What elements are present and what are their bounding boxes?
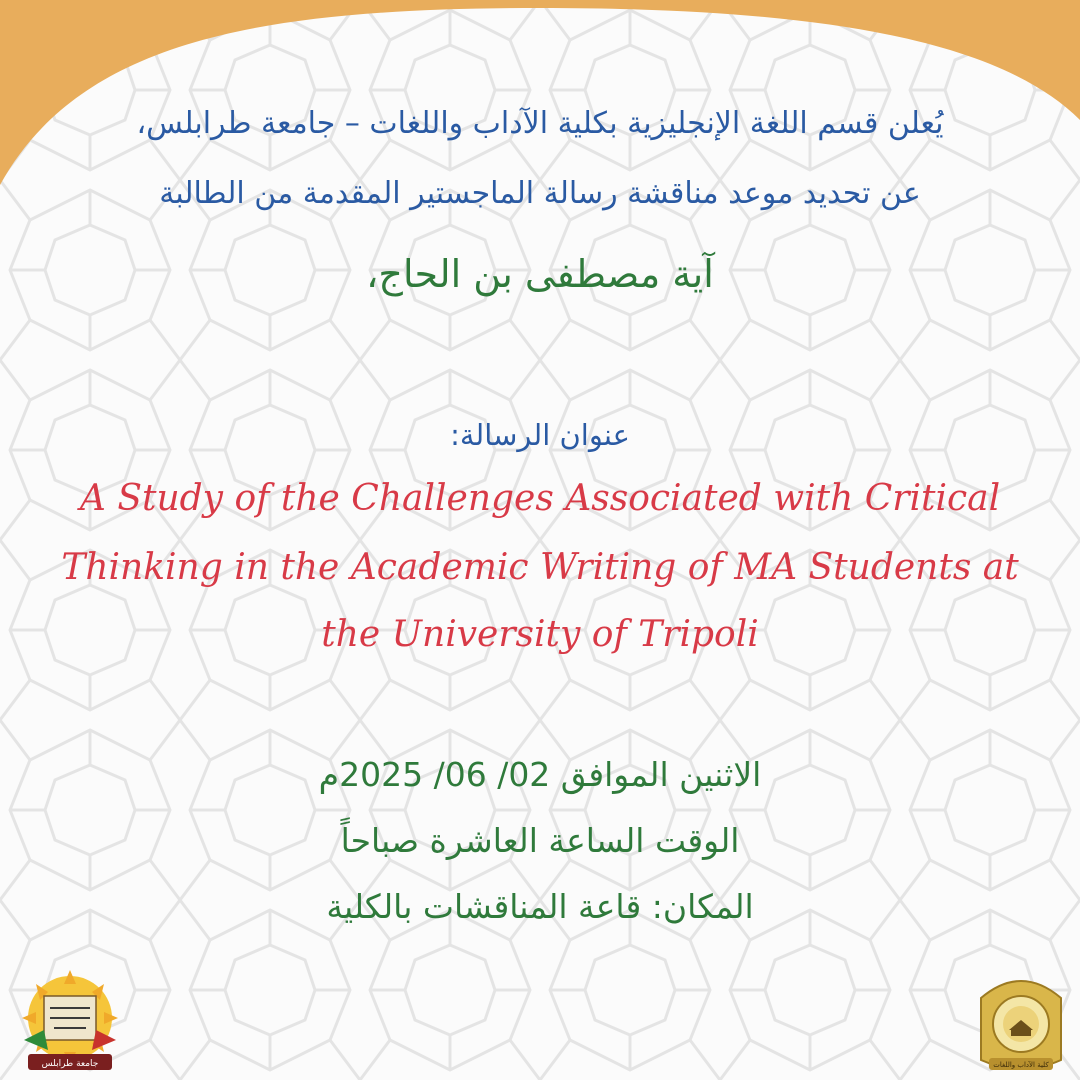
- thesis-title-line-2: Thinking in the Academic Writing of MA Students at: [61, 547, 1019, 588]
- defense-time: الوقت الساعة العاشرة صباحاً: [340, 821, 740, 860]
- university-of-tripoli-logo: [14, 970, 126, 1074]
- thesis-title-line-1: A Study of the Challenges Associated with Critical: [79, 478, 1001, 519]
- faculty-of-arts-seal: [975, 968, 1067, 1076]
- thesis-title-line-3: the University of Tripoli: [321, 614, 759, 655]
- announcement-line-1: يُعلن قسم اللغة الإنجليزية بكلية الآداب واللغات – جامعة طرابلس،: [136, 106, 944, 141]
- left-logo-caption: جامعة طرابلس: [41, 1059, 99, 1069]
- student-name: آية مصطفى بن الحاج،: [366, 252, 714, 296]
- top-decorative-arc: [0, 0, 1080, 200]
- right-logo-caption: كلية الآداب واللغات: [993, 1061, 1049, 1069]
- defense-date: الاثنين الموافق 02/ 06/ 2025م: [318, 755, 762, 794]
- defense-place: المكان: قاعة المناقشات بالكلية: [326, 887, 754, 926]
- announcement-line-2: عن تحديد موعد مناقشة رسالة الماجستير المقدمة من الطالبة: [159, 176, 921, 211]
- thesis-label: عنوان الرسالة:: [450, 418, 630, 452]
